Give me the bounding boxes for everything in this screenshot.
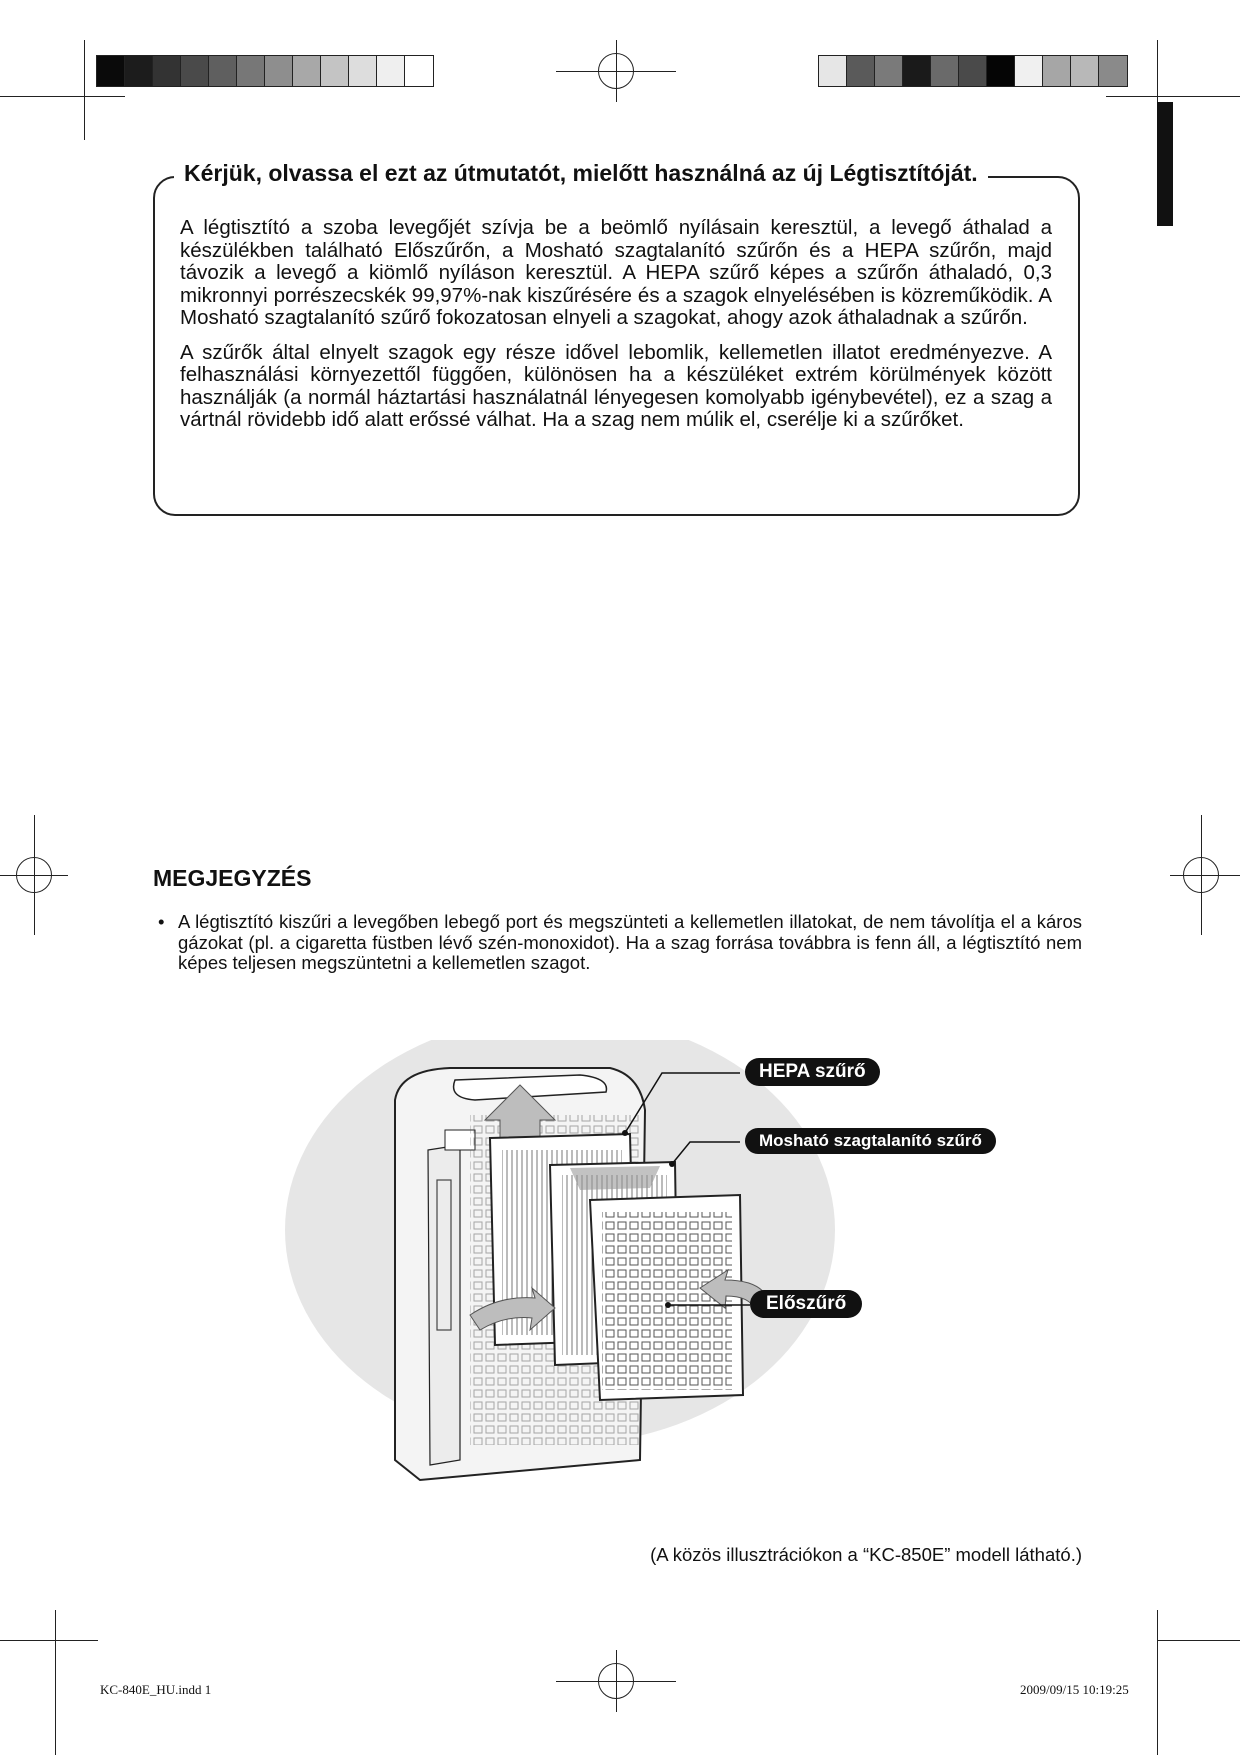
swatch <box>181 56 209 86</box>
swatch <box>1071 56 1099 86</box>
note-item: • A légtisztító kiszűri a levegőben lebegő port és megszünteti a kellemetlen illatokat, de nem távolítja el a káros gázokat (pl. a cigaretta füstben lévő szén-monoxidot). Ha a szag forrása továbbra is fenn áll, a légtisztító nem képes teljesen megszüntetni a kellemetlen szagot. <box>158 912 1082 974</box>
swatch <box>237 56 265 86</box>
hepa-leader-dot <box>622 1130 628 1136</box>
swatch <box>931 56 959 86</box>
swatch <box>153 56 181 86</box>
label-washable-filter: Mosható szagtalanító szűrő <box>745 1128 996 1154</box>
swatch <box>847 56 875 86</box>
swatch <box>377 56 405 86</box>
page-side-tab <box>1157 102 1173 226</box>
swatch <box>125 56 153 86</box>
filter-illustration <box>280 1040 1050 1490</box>
illustration-caption: (A közös illusztrációkon a “KC-850E” modell látható.) <box>650 1544 1082 1565</box>
note-heading: MEGJEGYZÉS <box>153 865 312 891</box>
swatch <box>293 56 321 86</box>
swatch <box>1043 56 1071 86</box>
footer-timestamp: 2009/09/15 10:19:25 <box>1020 1682 1129 1697</box>
swatch <box>405 56 433 86</box>
swatch <box>97 56 125 86</box>
swatch <box>959 56 987 86</box>
color-bar-right <box>818 55 1128 87</box>
notice-paragraph: A légtisztító a szoba levegőjét szívja be a beömlő nyílásain keresztül, a levegő áthalad a készülékben található Előszűrőn, a Mosható szagtalanító szűrőn és a HEPA szűrőn, majd távozik a levegő a kiömlő nyíláson keresztül. A HEPA szűrő képes a szűrőn áthaladó, 0,3 mikronnyi porrészecskék 99,97%-nak kiszűrésére és a szagok elnyelésében is közreműködik. A Mosható szagtalanító szűrő fokozatosan elnyeli a szagokat, ahogy azok áthaladnak a szűrőn. <box>180 216 1052 329</box>
notice-paragraph: A szűrők által elnyelt szagok egy része idővel lebomlik, kellemetlen illatot eredményezve. A felhasználási környezettől függően, különösen ha a készüléket extrém körülmények között használják (a normál háztartási használatnál lényegesen komolyabb igénybevétel), ez a szag a vártnál rövidebb idő alatt erőssé válhat. Ha a szag nem múlik el, cserélje ki a szűrőket. <box>180 340 1052 431</box>
notice-body <box>180 217 1052 444</box>
label-hepa-filter: HEPA szűrő <box>745 1058 880 1086</box>
swatch <box>819 56 847 86</box>
footer-file-name: KC-840E_HU.indd 1 <box>100 1682 212 1697</box>
swatch <box>987 56 1015 86</box>
swatch <box>321 56 349 86</box>
notice-title: Kérjük, olvassa el ezt az útmutatót, mielőtt használná az új Légtisztítóját. <box>174 160 988 187</box>
swatch <box>1099 56 1127 86</box>
washable-leader-dot <box>669 1161 675 1167</box>
swatch <box>1015 56 1043 86</box>
swatch <box>903 56 931 86</box>
color-bar-left <box>96 55 434 87</box>
prefilter-leader-dot <box>665 1302 671 1308</box>
air-purifier-diagram <box>280 1040 1050 1490</box>
label-prefilter: Előszűrő <box>750 1290 862 1318</box>
swatch <box>209 56 237 86</box>
note-list <box>158 912 1082 974</box>
swatch <box>875 56 903 86</box>
swatch <box>265 56 293 86</box>
swatch <box>349 56 377 86</box>
